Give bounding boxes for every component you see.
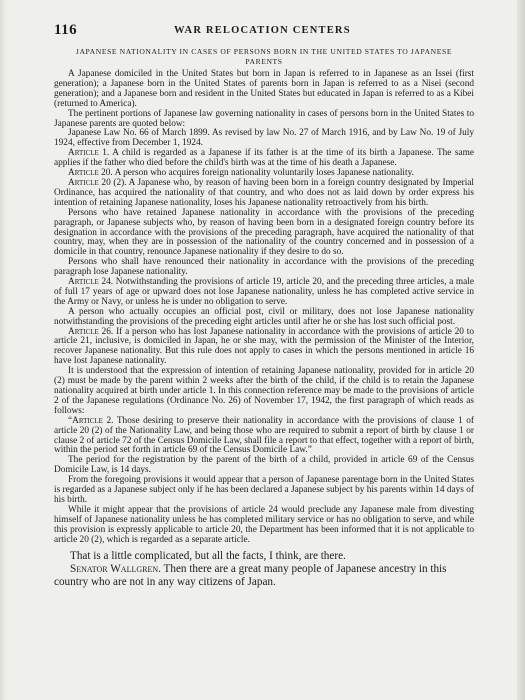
paragraph-text: If a person who has lost Japanese nationality in accordance with the provisions of article 20 to article 21, inclusive, is domiciled in Japan, he or she may, with the permission of the Minister of the Interior, recover Japanese nationality. But this rule does not apply to cases in which the persons mentioned in article 16 have lost Japanese nationality. <box>54 326 474 367</box>
paragraph-1 <box>54 70 474 110</box>
paragraph-text: Japanese Law No. 66 of March 1899. As revised by law No. 27 of March 1916, and by Law No. 19 of July 1924, effective from December 1, 1924. <box>54 128 474 149</box>
testimony-text: That is a little complicated, but all the facts, I think, are there. <box>70 549 346 562</box>
scan-shadow <box>0 0 6 700</box>
page-content <box>54 22 474 589</box>
paragraph-text: The pertinent portions of Japanese law governing nationality in cases of persons born in the United States to Japanese parents are quoted below: <box>54 108 474 129</box>
paragraph-text: It is understood that the expression of intention of retaining Japanese nationality, provided for in article 20 (2) must be made by the parent within 2 weeks after the birth of the child, if the child is to retain the Japanese nationality acquired at birth under article 1. In this connection reference may be made to the provisions of article 2 of the Japanese regulations (Ordinance No. 26) of November 17, 1942, the first paragraph of which reads as follows: <box>54 366 474 416</box>
paragraph-text: A Japanese domiciled in the United States but born in Japan is referred to in Japanese as an Issei (first generation); a Japanese born in the United States of parents born in Japan is referred to as a Nisei (second generation); and a Japanese born and resident in the United States but educated in Japan is referred to as a Kibei (returned to America). <box>54 69 474 109</box>
paragraph-text: From the foregoing provisions it would appear that a person of Japanese parentage born in the United States is regarded as a Japanese subject only if he has been declared a Japanese subject by his parents within 14 days of his birth. <box>54 475 474 505</box>
speaker-name: Senator Wallgren. <box>70 562 161 575</box>
paragraph-text: A child is regarded as a Japanese if its father is at the time of its birth a Japanese. The same applies if the father who died before the child's birth was at the time of his death a Japanese. <box>54 148 475 169</box>
testimony-text: Then there are a great many people of Japanese ancestry in this country who are not in any way citizens of Japan. <box>54 562 447 588</box>
paragraph-text: Notwithstanding the provisions of article 19, article 20, and the preceding three articles, a male of full 17 years of age or upward does not lose Japanese nationality, unless he has completed active service in the Army or Navy, or unless he is under no obligation to serve. <box>54 277 474 307</box>
paragraph-text: A Japanese who, by reason of having been born in a foreign country designated by Imperial Ordinance, has acquired the nationality of that country, and who does not as laid down by order express his intention of retaining Japanese nationality, loses his Japanese nationality retroactively from his birth. <box>54 177 474 208</box>
article-lead: Article 20. <box>68 168 113 179</box>
page-number: 116 <box>54 22 78 38</box>
paragraph-12 <box>54 367 474 417</box>
body-text <box>54 70 474 546</box>
paragraph-15 <box>54 476 474 506</box>
paragraph-8 <box>54 258 474 278</box>
paragraph-14 <box>54 456 474 476</box>
paragraph-text: Persons who have retained Japanese nationality in accordance with the provisions of the preceding paragraph, or Japanese subjects who, by reason of having been born in a designated foreign country before its designation in accordance with the provisions of the preceding paragraph, have acquired the nationality of that country, may, when they are in possession of the nationality of the country concerned and in possession of a domicile in that country, renounce Japanese nationality if they desire to do so. <box>54 207 474 258</box>
section-title: JAPANESE NATIONALITY IN CASES OF PERSONS BORN IN THE UNITED STATES TO JAPANESE PARENTS <box>75 47 453 66</box>
article-lead: Article 1. <box>68 148 110 159</box>
article-lead: Article 24. <box>68 277 114 288</box>
running-title: WAR RELOCATION CENTERS <box>174 25 351 36</box>
paragraph-6 <box>54 179 474 209</box>
testimony <box>54 550 474 589</box>
paragraph-text: Persons who shall have renounced their nationality in accordance with the provisions of the preceding paragraph lose Japanese nationality. <box>54 257 474 278</box>
paragraph-9 <box>54 278 474 308</box>
paragraph-7 <box>54 209 474 259</box>
paragraph-text: While it might appear that the provisions of article 24 would preclude any Japanese male from divesting himself of Japanese nationality unless he has completed military service or has no obligation to serve, and while this provision is expressly applicable to article 20, the Department has been informed that it is not applicable to article 20 (2), which is regarded as a separate article. <box>54 504 474 545</box>
article-lead: “Article 2. <box>68 415 114 426</box>
paragraph-text: The period for the registration by the parent of the birth of a child, provided in article 69 of the Census Domicile Law, is 14 days. <box>54 455 474 476</box>
paragraph-text: A person who actually occupies an official post, civil or military, does not lose Japanese nationality notwithstanding the provisions of the preceding eight articles until after he or she has lost such official post. <box>54 306 474 327</box>
testimony-line-1 <box>54 550 474 563</box>
testimony-line-2 <box>54 563 474 589</box>
binding-edge <box>517 0 525 700</box>
paragraph-4 <box>54 149 474 169</box>
paragraph-text: A person who acquires foreign nationality voluntarily loses Japanese nationality. <box>114 168 414 179</box>
article-lead: Article 26. <box>68 326 114 337</box>
paragraph-text: Those desiring to preserve their nationality in accordance with the provisions of clause 1 of article 20 (2) of the Nationality Law, and being those who are required to submit a report of birth by clause 1 or clause 2 of article 72 of the Census Domicile Law, shall file a report to that effect, together with a report of birth, within the period set forth in article 69 of the Census Domicile Law.” <box>54 415 475 456</box>
paragraph-16 <box>54 506 474 546</box>
running-head <box>54 22 474 42</box>
article-lead: Article 20 (2). <box>68 177 127 188</box>
paragraph-13 <box>54 417 474 457</box>
paragraph-10 <box>54 308 474 328</box>
paragraph-2 <box>54 110 474 130</box>
paragraph-3 <box>54 129 474 149</box>
paragraph-11 <box>54 328 474 368</box>
